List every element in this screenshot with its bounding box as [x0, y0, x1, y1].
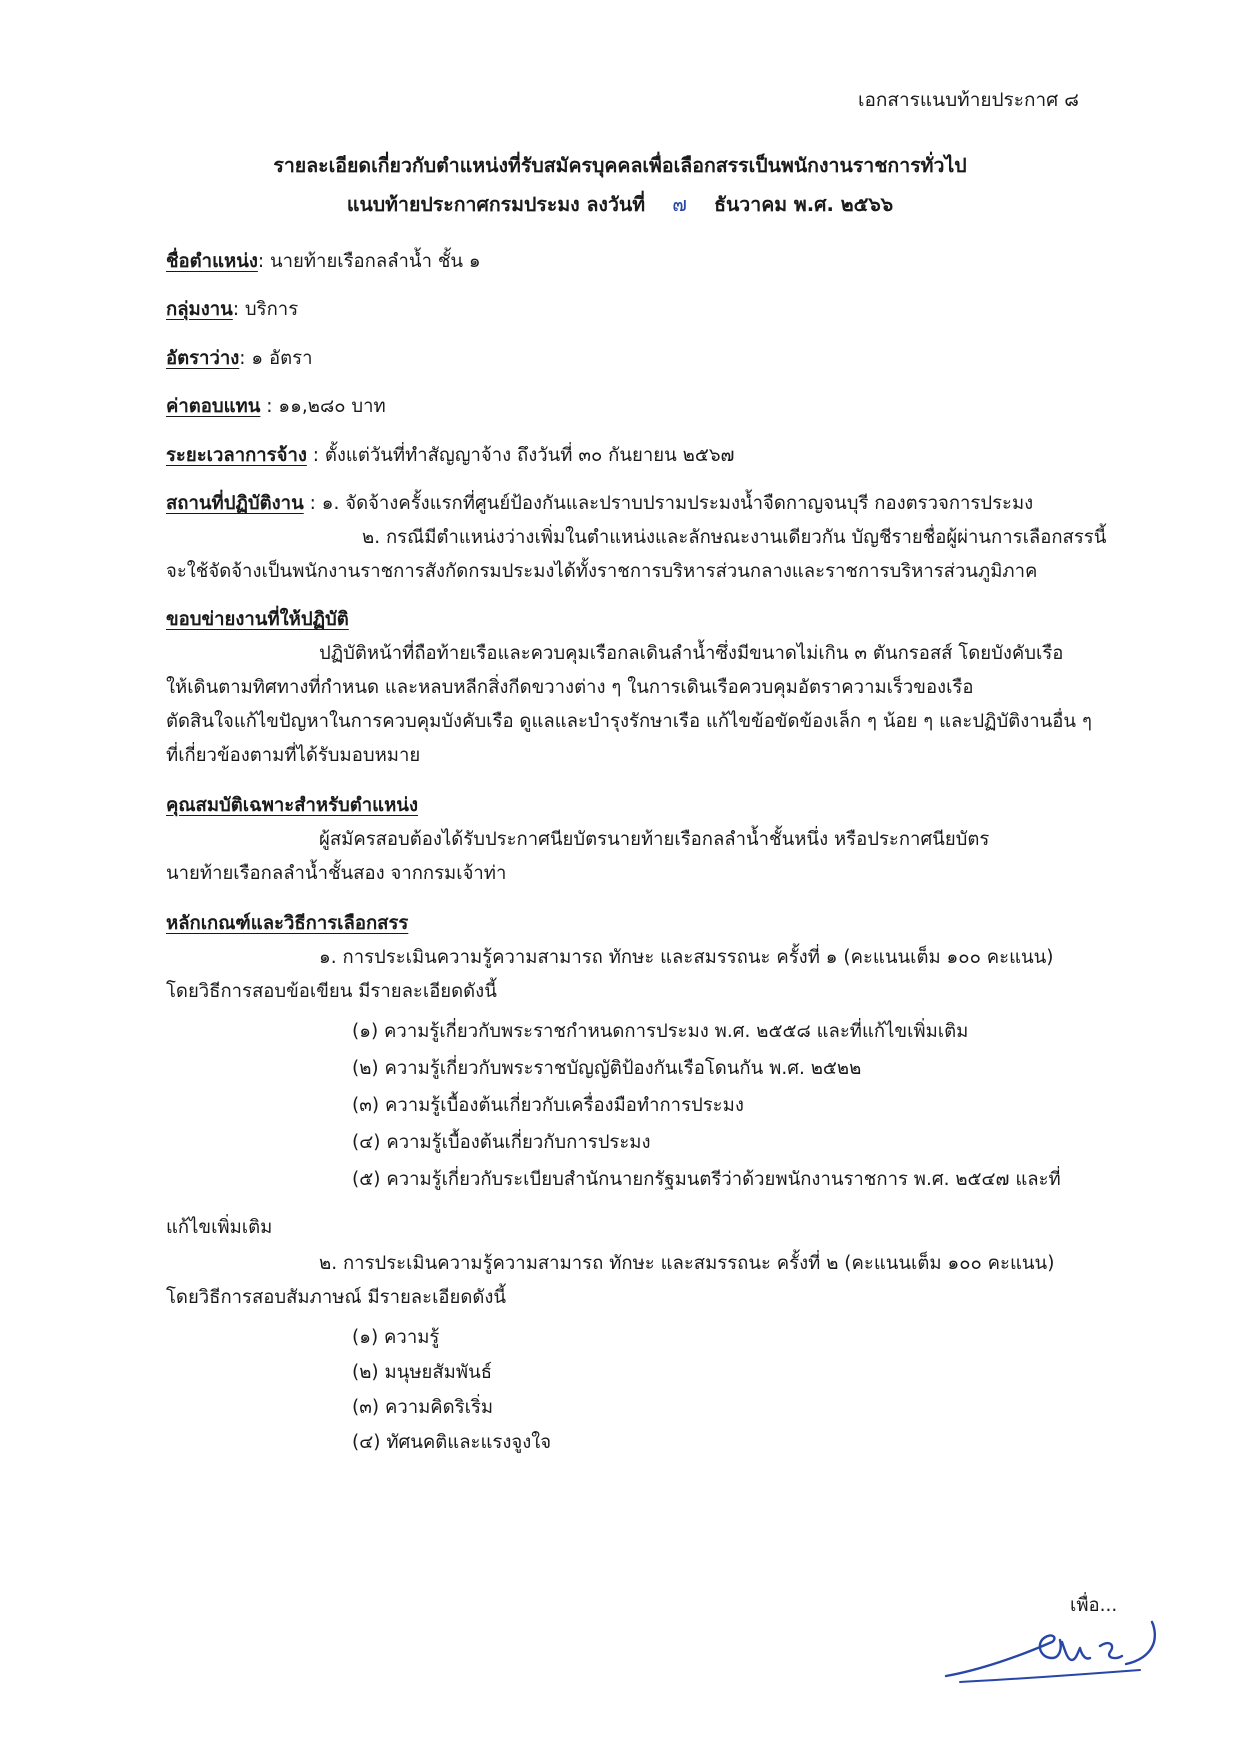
criteria-part2-item: (๒) มนุษยสัมพันธ์	[352, 1362, 493, 1383]
position-value: : นายท้ายเรือกลลำน้ำ ชั้น ๑	[257, 251, 481, 272]
qualifications-heading: คุณสมบัติเฉพาะสำหรับตำแหน่ง	[166, 795, 418, 816]
group-label: กลุ่มงาน	[166, 299, 233, 320]
subtitle-prefix: แนบท้ายประกาศกรมประมง ลงวันที่	[346, 193, 646, 216]
vacancy-row	[166, 345, 312, 373]
group-value: : บริการ	[232, 299, 299, 320]
document-subtitle	[0, 191, 1240, 219]
subtitle-day: ๗	[672, 193, 687, 216]
criteria-part1-item: (๒) ความรู้เกี่ยวกับพระราชบัญญัติป้องกันเรือโดนกัน พ.ศ. ๒๕๒๒	[352, 1058, 862, 1079]
criteria-part1-line2: โดยวิธีการสอบข้อเขียน มีรายละเอียดดังนี้	[166, 981, 497, 1002]
vacancy-value: : ๑ อัตรา	[239, 348, 313, 369]
criteria-part2-item: (๑) ความรู้	[352, 1327, 440, 1348]
period-label: ระยะเวลาการจ้าง	[166, 445, 307, 466]
criteria-part2-item: (๓) ความคิดริเริ่ม	[352, 1397, 494, 1418]
qualifications-line: ผู้สมัครสอบต้องได้รับประกาศนียบัตรนายท้ายเรือกลลำน้ำชั้นหนึ่ง หรือประกาศนียบัตร	[319, 829, 990, 850]
criteria-part2-line2: โดยวิธีการสอบสัมภาษณ์ มีรายละเอียดดังนี้	[166, 1287, 507, 1308]
criteria-part1-line1: ๑. การประเมินความรู้ความสามารถ ทักษะ และสมรรถนะ ครั้งที่ ๑ (คะแนนเต็ม ๑๐๐ คะแนน)	[319, 947, 1054, 968]
location-label: สถานที่ปฏิบัติงาน	[166, 493, 304, 514]
scope-line: ตัดสินใจแก้ไขปัญหาในการควบคุมบังคับเรือ ดูแลและบำรุงรักษาเรือ แก้ไขข้อขัดข้องเล็ก ๆ น้อย ๆ และปฏิบัติงานอื่น ๆ	[166, 711, 1092, 732]
period-row	[166, 442, 734, 470]
criteria-part2-line1: ๒. การประเมินความรู้ความสามารถ ทักษะ และสมรรถนะ ครั้งที่ ๒ (คะแนนเต็ม ๑๐๐ คะแนน)	[319, 1253, 1055, 1274]
signature-mark	[940, 1612, 1170, 1692]
location-row	[166, 490, 1033, 518]
scope-heading: ขอบข่ายงานที่ให้ปฏิบัติ	[166, 609, 349, 630]
pay-value: : ๑๑,๒๘๐ บาท	[260, 396, 386, 417]
criteria-part1-item-continued: แก้ไขเพิ่มเติม	[166, 1217, 273, 1238]
document-title: รายละเอียดเกี่ยวกับตำแหน่งที่รับสมัครบุคคลเพื่อเลือกสรรเป็นพนักงานราชการทั่วไป	[273, 154, 967, 177]
attachment-reference: เอกสารแนบท้ายประกาศ ๘	[858, 89, 1079, 111]
scope-line: ให้เดินตามทิศทางที่กำหนด และหลบหลีกสิ่งกีดขวางต่าง ๆ ในการเดินเรือควบคุมอัตราความเร็วของเรือ	[166, 677, 974, 698]
position-label: ชื่อตำแหน่ง	[166, 251, 258, 272]
location-line-2: ๒. กรณีมีตำแหน่งว่างเพิ่มในตำแหน่งและลักษณะงานเดียวกัน บัญชีรายชื่อผู้ผ่านการเลือกสรรนี้	[362, 527, 1107, 548]
subtitle-suffix: ธันวาคม พ.ศ. ๒๕๖๖	[714, 193, 894, 216]
group-row	[166, 296, 298, 324]
pay-label: ค่าตอบแทน	[166, 396, 261, 417]
location-line-3: จะใช้จัดจ้างเป็นพนักงานราชการสังกัดกรมประมงได้ทั้งราชการบริหารส่วนกลางและราชการบริหารส่วนภูมิภาค	[166, 561, 1038, 582]
criteria-heading: หลักเกณฑ์และวิธีการเลือกสรร	[166, 913, 409, 934]
continued-marker: เพื่อ...	[1070, 1595, 1118, 1616]
criteria-part1-item: (๕) ความรู้เกี่ยวกับระเบียบสำนักนายกรัฐมนตรีว่าด้วยพนักงานราชการ พ.ศ. ๒๕๔๗ และที่	[352, 1169, 1061, 1190]
qualifications-line: นายท้ายเรือกลลำน้ำชั้นสอง จากกรมเจ้าท่า	[166, 863, 507, 884]
criteria-part1-item: (๑) ความรู้เกี่ยวกับพระราชกำหนดการประมง พ.ศ. ๒๕๕๘ และที่แก้ไขเพิ่มเติม	[352, 1021, 969, 1042]
criteria-part1-item: (๓) ความรู้เบื้องต้นเกี่ยวกับเครื่องมือทำการประมง	[352, 1095, 744, 1116]
location-line-1: : ๑. จัดจ้างครั้งแรกที่ศูนย์ป้องกันและปราบปรามประมงน้ำจืดกาญจนบุรี กองตรวจการประมง	[309, 493, 1034, 514]
criteria-part2-item: (๔) ทัศนคติและแรงจูงใจ	[352, 1432, 552, 1453]
period-value: : ตั้งแต่วันที่ทำสัญญาจ้าง ถึงวันที่ ๓๐ กันยายน ๒๕๖๗	[306, 445, 735, 466]
vacancy-label: อัตราว่าง	[166, 348, 240, 369]
pay-row	[166, 393, 386, 421]
position-row	[166, 248, 481, 276]
scope-line: ที่เกี่ยวข้องตามที่ได้รับมอบหมาย	[166, 745, 421, 766]
scope-line: ปฏิบัติหน้าที่ถือท้ายเรือและควบคุมเรือกลเดินลำน้ำซึ่งมีขนาดไม่เกิน ๓ ตันกรอสส์ โดยบังคับเรือ	[319, 643, 1064, 664]
criteria-part1-item: (๔) ความรู้เบื้องต้นเกี่ยวกับการประมง	[352, 1132, 651, 1153]
